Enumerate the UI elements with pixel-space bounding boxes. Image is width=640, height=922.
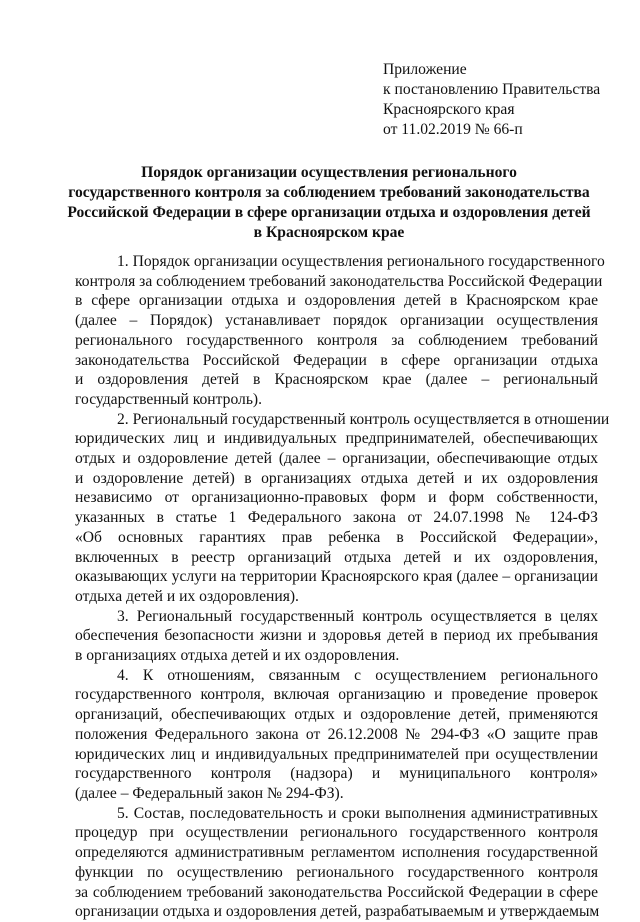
paragraph-line: 3. Региональный государственный контроль осуществляется в целях: [117, 607, 598, 625]
title-line: в Красноярском крае: [253, 224, 405, 241]
paragraph-line: юридических лиц и индивидуальных предпринимателей, обеспечивающих: [75, 430, 598, 448]
title-line: Российской Федерации в сфере организации отдыха и оздоровления детей: [67, 204, 591, 221]
appendix-note: [383, 60, 633, 140]
appendix-line: к постановлению Правительства: [383, 81, 601, 98]
paragraph-line: включенных в реестр организаций отдыха детей и их оздоровления,: [75, 548, 598, 566]
paragraph-line: (далее – Федеральный закон № 294-ФЗ).: [75, 784, 344, 802]
paragraph-line: законодательства Российской Федерации в сфере организации отдыха: [75, 351, 598, 369]
paragraph-line: 4. К отношениям, связанным с осуществлением регионального: [117, 666, 598, 684]
paragraph-line: процедур при осуществлении регионального государственного контроля: [75, 824, 598, 842]
paragraph-line: 5. Состав, последовательность и сроки выполнения административных: [117, 804, 598, 822]
paragraph-line: организаций, обеспечивающих отдых и оздоровление детей, применяются: [75, 706, 598, 724]
paragraph-3: [75, 607, 598, 666]
paragraph-line: организации отдыха и оздоровления детей, разрабатываемым и утверждаемым: [75, 903, 600, 921]
title-line: государственного контроля за соблюдением требований законодательства: [68, 184, 590, 201]
paragraph-line: и оздоровление детей) в организациях отдыха детей и их оздоровления: [75, 469, 598, 487]
paragraph-1: [75, 252, 605, 410]
paragraph-line: положения Федерального закона от 26.12.2008 № 294-ФЗ «О защите прав: [75, 725, 598, 743]
paragraph-line: 2. Региональный государственный контроль осуществляется в отношении: [117, 410, 610, 428]
paragraph-2: [75, 410, 610, 607]
paragraph-line: в сфере организации отдыха и оздоровления детей в Красноярском крае: [75, 292, 598, 310]
paragraph-line: государственного контроля, включая организацию и проведение проверок: [75, 686, 598, 704]
appendix-line: Красноярского края: [383, 101, 515, 118]
paragraph-4: [75, 666, 598, 804]
paragraph-line: 1. Порядок организации осуществления регионального государственного: [117, 253, 605, 270]
paragraph-line: определяются административным регламентом исполнения государственной: [75, 844, 598, 862]
paragraph-line: за соблюдением требований законодательства Российской Федерации в сфере: [75, 883, 598, 901]
paragraph-line: в организациях отдыха детей и их оздоровления.: [75, 647, 400, 665]
paragraph-line: независимо от организационно-правовых форм и форм собственности,: [75, 489, 598, 507]
paragraph-line: регионального государственного контроля за соблюдением требований: [75, 331, 598, 349]
title-line: Порядок организации осуществления регионального: [141, 164, 517, 181]
paragraph-line: государственный контроль).: [75, 390, 263, 408]
appendix-line: Приложение: [383, 61, 467, 78]
paragraph-line: юридических лиц и индивидуальных предпринимателей при осуществлении: [75, 745, 598, 763]
paragraph-line: оказывающих услуги на территории Красноярского края (далее – организации: [75, 568, 598, 586]
document-body: [75, 252, 610, 922]
paragraph-line: отдыха детей и их оздоровления).: [75, 587, 299, 605]
paragraph-line: «Об основных гарантиях прав ребенка в Российской Федерации»,: [75, 528, 598, 546]
appendix-line: от 11.02.2019 № 66-п: [383, 121, 523, 138]
document-title: [66, 163, 592, 243]
paragraph-line: (далее – Порядок) устанавливает порядок организации осуществления: [75, 312, 598, 330]
paragraph-5: [75, 804, 598, 922]
paragraph-line: отдых и оздоровление детей (далее – организации, обеспечивающие отдых: [75, 450, 598, 468]
paragraph-line: функции по осуществлению регионального государственного контроля: [75, 863, 598, 881]
paragraph-line: указанных в статье 1 Федерального закона от 24.07.1998 № 124-ФЗ: [75, 509, 598, 527]
paragraph-line: и оздоровления детей в Красноярском крае (далее – региональный: [75, 371, 598, 389]
paragraph-line: обеспечения безопасности жизни и здоровья детей в период их пребывания: [75, 627, 598, 645]
paragraph-line: государственного контроля (надзора) и муниципального контроля»: [75, 765, 598, 783]
paragraph-line: контроля за соблюдением требований законодательства Российской Федерации: [75, 272, 603, 290]
